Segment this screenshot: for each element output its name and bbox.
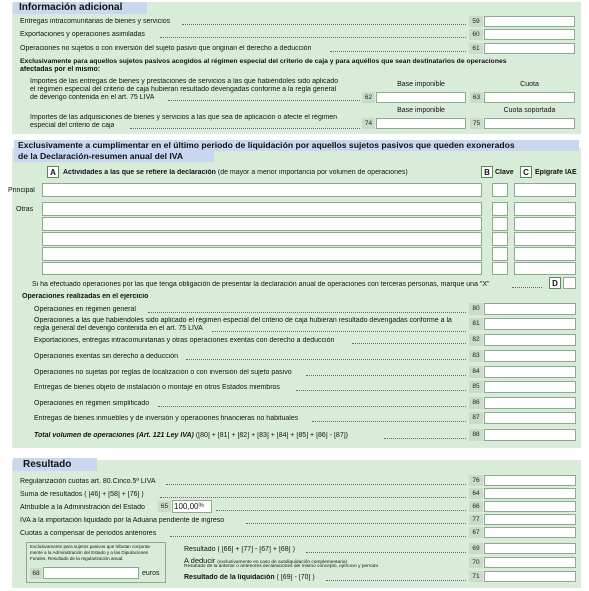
principal-activity-input[interactable] bbox=[42, 183, 482, 197]
input-86[interactable] bbox=[484, 397, 576, 409]
otras-epigrafe-input-1[interactable] bbox=[514, 202, 576, 216]
base-imponible-header-1: Base imponible bbox=[397, 81, 445, 88]
input-87[interactable] bbox=[484, 412, 576, 424]
tag-b: B bbox=[481, 166, 493, 178]
caja-entregas-line1: Importes de las entregas de bienes y prestaciones de servicios a las que habiéndoles sido aplicado bbox=[30, 78, 339, 85]
dots-83 bbox=[186, 359, 466, 360]
caja-heading-line1: Exclusivamente para aquellos sujetos pasivos acogidos al régimen especial del criterio de caja y para aquéllos que sean destinatarios de operaciones bbox=[20, 58, 507, 65]
a-deducir-label: A deducir bbox=[184, 557, 216, 565]
box-num-69: 69 bbox=[469, 543, 483, 554]
porcentaje-sign: % bbox=[198, 503, 204, 509]
label-60: Exportaciones y operaciones asimiladas bbox=[20, 31, 145, 38]
label-66: Atribuible a la Administración del Estado bbox=[20, 504, 145, 511]
caja-entregas-line2: el régimen especial del criterio de caja hubieran resultado devengadas conforme a la regla general bbox=[30, 86, 337, 93]
label-76: Regularización cuotas art. 80.Cinco.5ª LIVA bbox=[20, 478, 156, 485]
label-61: Operaciones no sujetos o con inversión del sujeto pasivo que originan el derecho a deducción bbox=[20, 45, 312, 52]
actividades-title: Actividades a las que se refiere la declaración bbox=[63, 169, 216, 176]
label-83: Operaciones exentas sin derecho a deducción bbox=[34, 353, 178, 360]
otras-epigrafe-input-3[interactable] bbox=[514, 232, 576, 246]
input-74[interactable] bbox=[376, 118, 466, 129]
regularizacion-note-line2: mente a la Administración del Estado y a las Diputaciones bbox=[30, 550, 148, 555]
a-deducir-note: (exclusivamente en caso de autoliquidación complementaria) bbox=[217, 560, 348, 565]
input-81[interactable] bbox=[484, 318, 576, 330]
caja-entregas-line3: de devengo contenida en el art. 75 LIVA bbox=[30, 94, 155, 101]
total-volumen-formula: ([80] + [81] + [82] + [83] + [84] + [85] + [86] - [87]) bbox=[195, 432, 348, 439]
label-85: Entregas de bienes objeto de instalación o montaje en otros Estados miembros bbox=[34, 384, 280, 391]
input-64[interactable] bbox=[484, 488, 576, 499]
dots-81 bbox=[212, 331, 466, 332]
box-num-76: 76 bbox=[469, 475, 483, 486]
caja-heading-line2: afectadas por el mismo: bbox=[20, 66, 101, 73]
terceras-personas-checkbox[interactable] bbox=[563, 277, 576, 289]
input-85[interactable] bbox=[484, 381, 576, 393]
input-59[interactable] bbox=[484, 16, 575, 27]
actividades-label bbox=[63, 169, 408, 177]
exoneracion-title-line1: Exclusivamente a cumplimentar en el último periodo de liquidación por aquellos sujetos pasivos que queden exonerados bbox=[14, 140, 579, 151]
otras-activity-input-1[interactable] bbox=[42, 202, 482, 216]
box-num-67: 67 bbox=[469, 527, 483, 538]
dots-84 bbox=[306, 375, 466, 376]
box-num-88: 88 bbox=[469, 429, 483, 441]
otras-label: Otras bbox=[16, 206, 34, 213]
dots-64 bbox=[160, 497, 466, 498]
box-num-64: 64 bbox=[469, 488, 483, 499]
dots-69 bbox=[306, 552, 466, 553]
input-68[interactable] bbox=[43, 567, 139, 579]
dots-76 bbox=[166, 484, 466, 485]
input-77[interactable] bbox=[484, 514, 576, 525]
input-60[interactable] bbox=[484, 29, 575, 40]
label-86: Operaciones en régimen simplificado bbox=[34, 400, 150, 407]
input-70[interactable] bbox=[484, 557, 576, 568]
input-61[interactable] bbox=[484, 43, 575, 54]
input-76[interactable] bbox=[484, 475, 576, 486]
cuota-header-1: Cuota bbox=[520, 81, 539, 88]
tag-c: C bbox=[520, 166, 532, 178]
label-59: Entregas intracomunitarias de bienes y servicios bbox=[20, 18, 171, 25]
epigrafe-label: Epígrafe IAE bbox=[535, 169, 577, 176]
caja-adquisiciones-line2: especial del criterio de caja bbox=[30, 122, 115, 129]
principal-clave-input[interactable] bbox=[492, 183, 508, 197]
total-volumen-label: Total volumen de operaciones (Art. 121 Ley IVA) bbox=[34, 432, 194, 439]
input-65-porcentaje[interactable] bbox=[172, 500, 212, 513]
otras-clave-input-5[interactable] bbox=[492, 262, 508, 275]
dots-67 bbox=[170, 536, 466, 537]
label-81-line1: Operaciones a las que habiéndoles sido aplicado el régimen especial del criterio de caja hubieran resultado devengadas conforme a la bbox=[34, 317, 452, 324]
box-num-66: 66 bbox=[469, 501, 483, 512]
otras-activity-input-2[interactable] bbox=[42, 217, 482, 231]
input-88[interactable] bbox=[484, 429, 576, 441]
otras-epigrafe-input-5[interactable] bbox=[514, 262, 576, 275]
otras-activity-input-4[interactable] bbox=[42, 247, 482, 261]
box-num-71: 71 bbox=[469, 571, 483, 582]
input-80[interactable] bbox=[484, 303, 576, 315]
box-num-75: 75 bbox=[470, 118, 483, 129]
dots-d bbox=[512, 287, 542, 288]
otras-clave-input-4[interactable] bbox=[492, 247, 508, 261]
label-69: Resultado ( [66] + [77] - [67] + [68] ) bbox=[184, 546, 295, 553]
label-81-line2: regla general del devengo contenida en el art. 75 LIVA bbox=[34, 325, 203, 332]
actividades-note: (de mayor a menor importancia por volumen de operaciones) bbox=[217, 169, 408, 176]
box-num-87: 87 bbox=[469, 412, 483, 424]
label-77: IVA a la importación liquidado por la Aduana pendiente de ingreso bbox=[20, 517, 225, 524]
input-67[interactable] bbox=[484, 527, 576, 538]
box-num-62: 62 bbox=[362, 92, 375, 103]
label-64: Suma de resultados ( [46] + [58] + [76] ) bbox=[20, 491, 144, 498]
box-num-63: 63 bbox=[470, 92, 483, 103]
dots-80 bbox=[148, 312, 466, 313]
box-num-65: 65 bbox=[158, 501, 171, 512]
label-84: Operaciones no sujetas por reglas de localización o con inversión del sujeto pasivo bbox=[34, 369, 292, 376]
dots-87 bbox=[312, 421, 466, 422]
dots-66 bbox=[216, 510, 466, 511]
dots-60 bbox=[160, 37, 466, 38]
exoneracion-title-line2: de la Declaración-resumen anual del IVA bbox=[14, 151, 214, 162]
input-63[interactable] bbox=[484, 92, 575, 103]
input-82[interactable] bbox=[484, 334, 576, 346]
label-67: Cuotas a compensar de periodos anteriores bbox=[20, 530, 157, 537]
porcentaje-value: 100,00 bbox=[174, 502, 199, 511]
box-num-86: 86 bbox=[469, 397, 483, 409]
box-num-84: 84 bbox=[469, 366, 483, 378]
clave-label: Clave bbox=[495, 169, 514, 176]
regularizacion-note-line1: Exclusivamente para sujetos pasivos que tributan conjunta- bbox=[30, 544, 152, 549]
dots-82 bbox=[352, 343, 466, 344]
dots-61 bbox=[330, 51, 466, 52]
tag-d: D bbox=[549, 277, 561, 289]
label-88 bbox=[34, 432, 348, 440]
resultado-liquidacion-formula: ( [69] - [70] ) bbox=[276, 574, 315, 581]
box-num-82: 82 bbox=[469, 334, 483, 346]
box-num-80: 80 bbox=[469, 303, 483, 315]
box-num-61: 61 bbox=[469, 43, 483, 54]
terceras-personas-text: Si ha efectuado operaciones por las que tenga obligación de presentar la declaración anual de operaciones con terceras personas, marque una "X" bbox=[32, 281, 490, 288]
regularizacion-note-line3: Forales. Resultado de la regularización anual. bbox=[30, 556, 124, 561]
label-80: Operaciones en régimen general bbox=[34, 306, 136, 313]
dots-86 bbox=[158, 406, 466, 407]
info-title: Información adicional bbox=[13, 2, 147, 14]
input-84[interactable] bbox=[484, 366, 576, 378]
base-imponible-header-2: Base imponible bbox=[397, 107, 445, 114]
dots-59 bbox=[182, 24, 466, 25]
input-62[interactable] bbox=[376, 92, 466, 103]
dots-77 bbox=[246, 523, 466, 524]
a-deducir-note-2: Resultado de la anterior o anteriores declaraciones del mismo concepto, ejercicio y período bbox=[184, 564, 379, 569]
principal-label: Principal bbox=[8, 187, 35, 194]
otras-clave-input-1[interactable] bbox=[492, 202, 508, 216]
box-num-68: 68 bbox=[30, 568, 42, 579]
otras-epigrafe-input-2[interactable] bbox=[514, 217, 576, 231]
otras-activity-input-3[interactable] bbox=[42, 232, 482, 246]
box-num-77: 77 bbox=[469, 514, 483, 525]
input-66[interactable] bbox=[484, 501, 576, 512]
dots-74 bbox=[130, 128, 360, 129]
input-75[interactable] bbox=[484, 118, 575, 129]
box-num-83: 83 bbox=[469, 350, 483, 362]
label-82: Exportaciones, entregas intracomunitarias y otras operaciones exentas con derecho a deducción bbox=[34, 337, 335, 344]
dots-62 bbox=[168, 100, 360, 101]
euros-label: euros bbox=[142, 570, 160, 577]
caja-adquisiciones-line1: Importes de las adquisiciones de bienes y servicios a las que sea de aplicación o afecte el régimen bbox=[30, 114, 338, 121]
box-num-81: 81 bbox=[469, 318, 483, 330]
resultado-title: Resultado bbox=[13, 458, 97, 471]
box-num-60: 60 bbox=[469, 29, 483, 40]
box-num-74: 74 bbox=[362, 118, 375, 129]
tag-a: A bbox=[47, 166, 59, 178]
label-71 bbox=[184, 574, 315, 582]
principal-epigrafe-input[interactable] bbox=[514, 183, 576, 197]
input-69[interactable] bbox=[484, 543, 576, 554]
operaciones-ejercicio-title: Operaciones realizadas en el ejercicio bbox=[22, 293, 149, 300]
otras-clave-input-3[interactable] bbox=[492, 232, 508, 246]
dots-71 bbox=[326, 580, 466, 581]
label-87: Entregas de bienes inmuebles y de inversión y operaciones financieras no habituales bbox=[34, 415, 299, 422]
cuota-soportada-header: Cuota soportada bbox=[503, 107, 556, 114]
otras-activity-input-5[interactable] bbox=[42, 262, 482, 275]
dots-88 bbox=[384, 438, 466, 439]
box-num-85: 85 bbox=[469, 381, 483, 393]
input-71[interactable] bbox=[484, 571, 576, 582]
box-num-70: 70 bbox=[469, 557, 483, 568]
resultado-liquidacion-label: Resultado de la liquidación bbox=[184, 574, 275, 581]
otras-epigrafe-input-4[interactable] bbox=[514, 247, 576, 261]
box-num-59: 59 bbox=[469, 16, 483, 27]
otras-clave-input-2[interactable] bbox=[492, 217, 508, 231]
input-83[interactable] bbox=[484, 350, 576, 362]
dots-85 bbox=[296, 390, 466, 391]
